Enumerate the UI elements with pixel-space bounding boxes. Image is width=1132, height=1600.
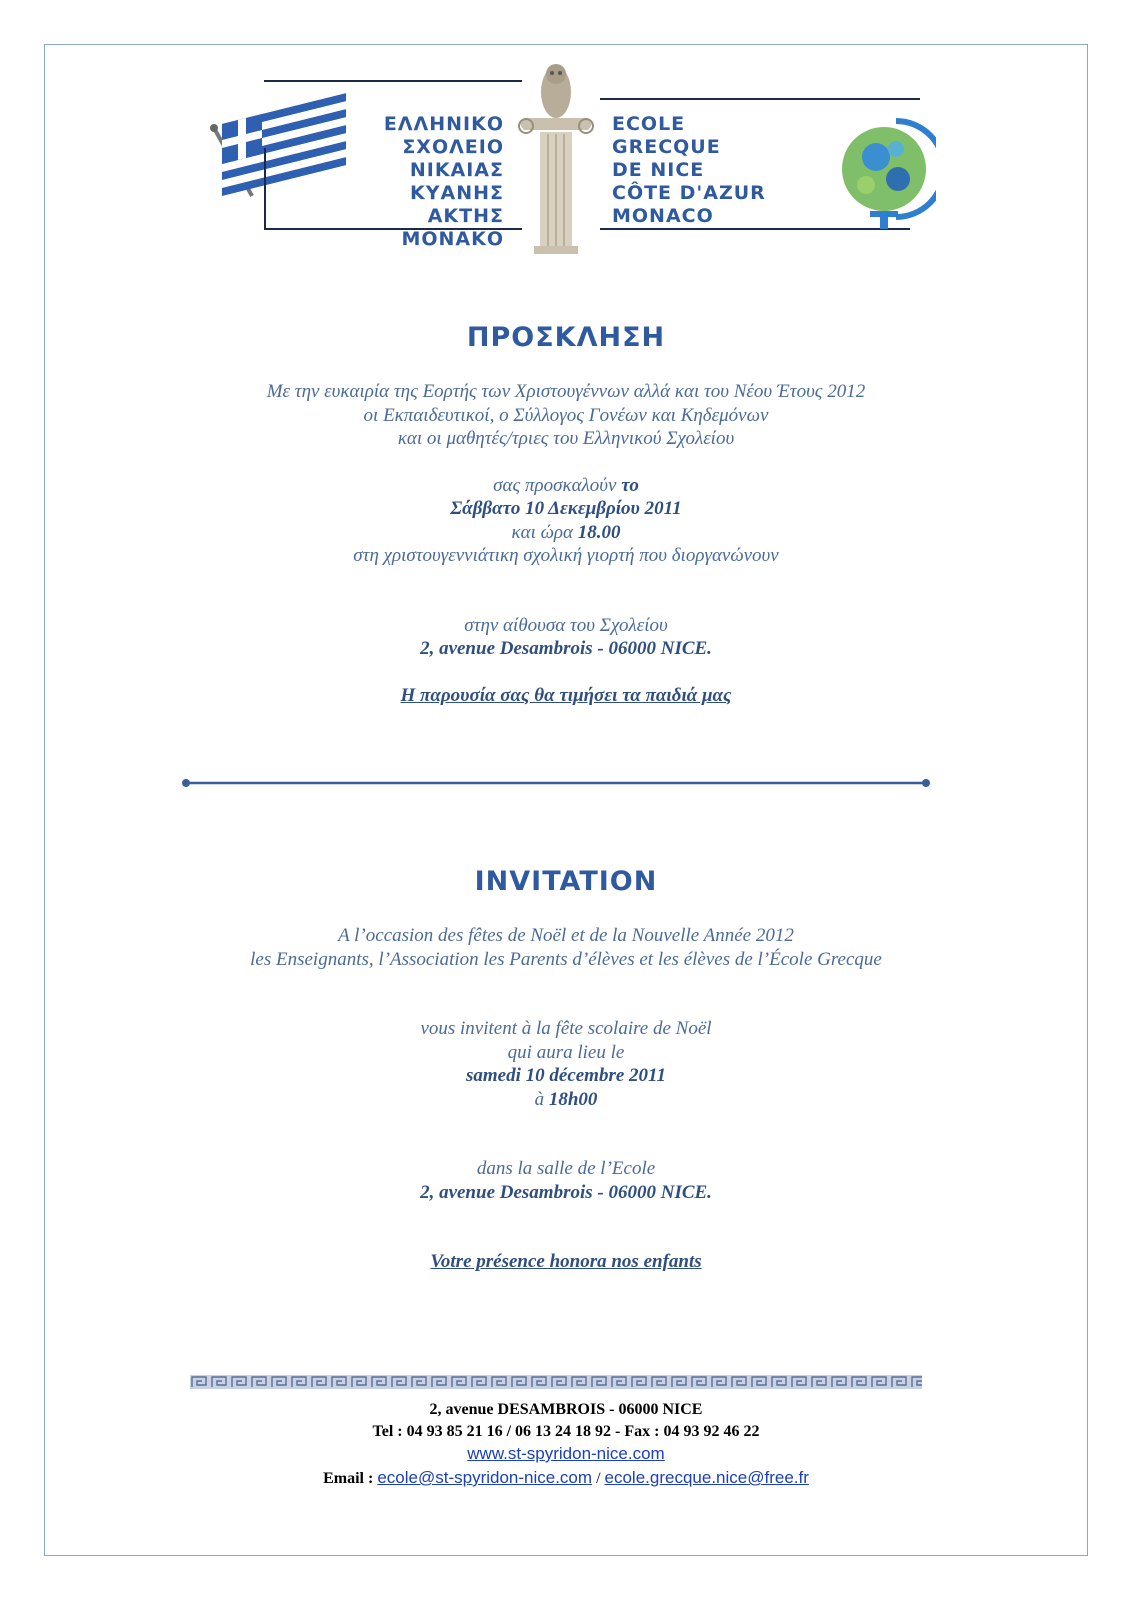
logo-greek-text: ΕΛΛΗΝΙΚΟ ΣΧΟΛΕΙΟ ΝΙΚΑΙΑΣ ΚΥΑΝΗΣ ΑΚΤΗΣ ΜΟΝΑΚΟ <box>383 113 504 250</box>
logo-french-text: ECOLE GRECQUE DE NICE CÔTE D'AZUR MONACO <box>612 113 766 227</box>
french-title: INVITATION <box>474 866 658 897</box>
greek-invitation <box>0 322 1132 353</box>
greek-title: ΠΡΟΣΚΛΗΣΗ <box>466 322 666 353</box>
french-venue: dans la salle de l’Ecole <box>476 1158 656 1179</box>
french-closing: Votre présence honora nos enfants <box>430 1251 702 1272</box>
website-link[interactable]: www.st-spyridon-nice.com <box>467 1444 665 1463</box>
greek-closing: Η παρουσία σας θα τιμήσει τα παιδιά μας <box>400 684 732 706</box>
french-date: samedi 10 décembre 2011 <box>466 1065 666 1086</box>
greek-line-2: οι Εκπαιδευτικοί, ο Σύλλογος Γονέων και Κηδεμόνων <box>363 404 769 426</box>
greek-event: στη χριστουγεννιάτικη σχολική γιορτή που διοργανώνουν <box>353 545 779 566</box>
french-address: 2, avenue Desambrois - 06000 NICE. <box>420 1181 712 1203</box>
greek-address: 2, avenue Desambrois - 06000 NICE. <box>420 638 712 659</box>
footer-email-line: Email : ecole@st-spyridon-nice.com / ecole.grecque.nice@free.fr <box>323 1468 809 1487</box>
greek-invite-line: σας προσκαλούν το <box>493 474 639 496</box>
footer <box>0 1399 1132 1491</box>
greek-body <box>0 380 1132 707</box>
french-line-1: A l’occasion des fêtes de Noël et de la Nouvelle Année 2012 <box>338 925 794 946</box>
french-when: qui aura lieu le <box>507 1041 625 1063</box>
school-logo <box>200 58 950 258</box>
french-time-line: à 18h00 <box>534 1088 598 1110</box>
footer-address: 2, avenue DESAMBROIS - 06000 NICE <box>429 1401 703 1418</box>
greek-venue: στην αίθουσα του Σχολείου <box>464 614 668 636</box>
email-link-1[interactable]: ecole@st-spyridon-nice.com <box>377 1468 593 1487</box>
email-link-2[interactable]: ecole.grecque.nice@free.fr <box>604 1468 809 1487</box>
french-invitation <box>0 866 1132 897</box>
logo-frame-left-side <box>264 148 266 228</box>
greek-key-border <box>190 1375 922 1389</box>
greek-time-line: και ώρα 18.00 <box>511 521 621 543</box>
french-line-2: les Enseignants, l’Association les Parents d’élèves et les élèves de l’École Grecque <box>250 948 882 970</box>
french-invite: vous invitent à la fête scolaire de Noël <box>420 1018 712 1039</box>
page-frame <box>44 44 1088 1556</box>
greek-date: Σάββατο 10 Δεκεμβρίου 2011 <box>450 498 682 519</box>
owl-column-icon <box>516 60 596 256</box>
greek-line-1: Με την ευκαιρία της Εορτής των Χριστουγέννων αλλά και του Νέου Έτους 2012 <box>266 381 866 402</box>
logo-frame-right-top <box>600 98 920 100</box>
footer-phone: Tel : 04 93 85 21 16 / 06 13 24 18 92 - Fax : 04 93 92 46 22 <box>372 1423 760 1440</box>
section-divider <box>182 779 930 787</box>
french-body <box>0 924 1132 1274</box>
globe-icon <box>836 113 936 233</box>
greek-line-3: και οι μαθητές/τριες του Ελληνικού Σχολείου <box>397 428 735 449</box>
